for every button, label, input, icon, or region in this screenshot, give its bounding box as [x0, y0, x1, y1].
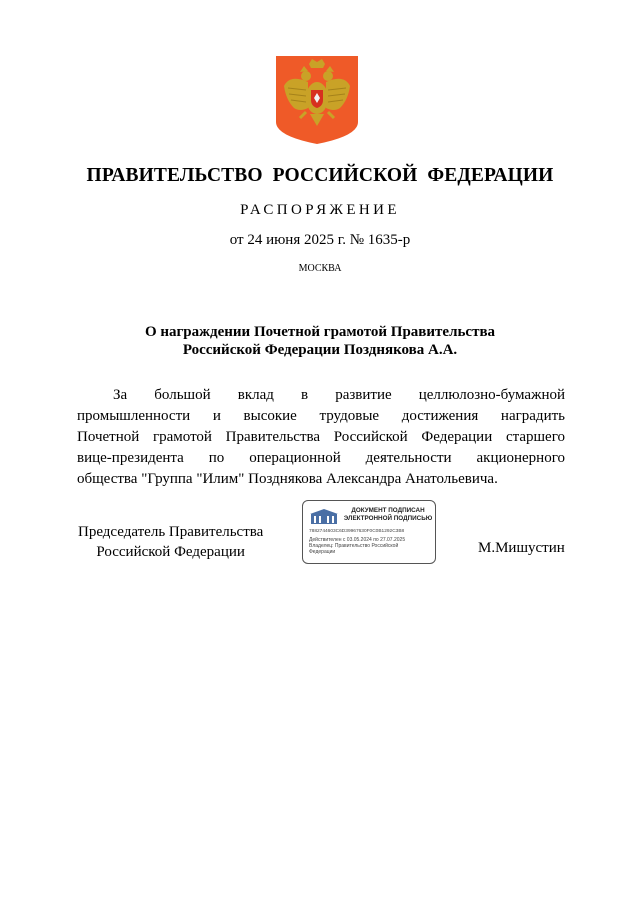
document-type: РАСПОРЯЖЕНИЕ: [240, 202, 400, 218]
stamp-certificate: 7882744603C6D39967630F0C0B1292C3B8: [309, 529, 405, 534]
position-line-1: Председатель Правительства: [78, 524, 264, 540]
stamp-details: [309, 537, 433, 556]
government-title: ПРАВИТЕЛЬСТВО РОССИЙСКОЙ ФЕДЕРАЦИИ: [86, 165, 554, 186]
building-icon: [309, 508, 339, 525]
stamp-valid-period: Действителен с 03.05.2024 по 27.07.2025: [309, 537, 406, 543]
stamp-title: [343, 507, 433, 523]
body-line-3: Почетной грамотой Правительства Российской Федерации старшего: [77, 429, 565, 445]
signatory-name: М.Мишустин: [478, 540, 565, 556]
coat-of-arms-icon: [276, 56, 358, 144]
stamp-title-line-2: ЭЛЕКТРОННОЙ ПОДПИСЬЮ: [343, 515, 433, 522]
position-line-2: Российской Федерации: [96, 544, 245, 560]
electronic-signature-stamp: [302, 500, 436, 564]
stamp-owner-line-2: Федерации: [309, 549, 336, 556]
signatory-position: [78, 522, 263, 562]
subject-line-2: Российской Федерации Позднякова А.А.: [182, 342, 458, 358]
body-line-1: За большой вклад в развитие целлюлозно-бумажной: [113, 387, 565, 403]
subject-line-1: О награждении Почетной грамотой Правительства: [144, 324, 496, 340]
document-date-number: от 24 июня 2025 г. № 1635-р: [229, 232, 411, 248]
document-subject: [0, 323, 640, 359]
body-line-2: промышленности и высокие трудовые достижения наградить: [77, 408, 565, 424]
body-line-5: общества "Группа "Илим" Позднякова Александра Анатольевича.: [77, 471, 498, 487]
stamp-owner-line-1: Владелец: Правительство Российской: [309, 543, 399, 550]
document-body: [77, 385, 565, 490]
body-line-4: вице-президента по операционной деятельности акционерного: [77, 450, 565, 466]
document-city: МОСКВА: [298, 263, 342, 274]
stamp-title-line-1: ДОКУМЕНТ ПОДПИСАН: [351, 507, 425, 514]
